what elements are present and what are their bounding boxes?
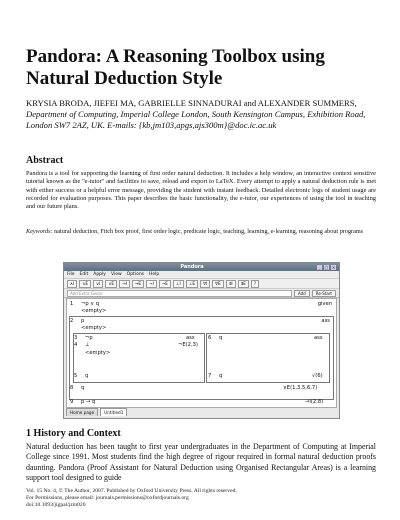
line-number: 3	[74, 335, 78, 341]
proof-formula[interactable]: q	[81, 385, 85, 391]
footer-line-2: For Permissions, please email: journals.permissions@oxfordjournals.org	[26, 495, 189, 502]
rule-button-imp-elim[interactable]: →E	[132, 280, 144, 288]
keywords-label: Keywords:	[26, 228, 53, 235]
keywords-block	[26, 228, 376, 236]
section-heading: 1 History and Context	[26, 428, 121, 439]
proof-formula[interactable]: ¬p	[85, 335, 93, 341]
proof-formula[interactable]: q	[85, 373, 89, 379]
proof-area	[66, 298, 337, 408]
window-controls	[317, 265, 336, 270]
line-number: 6	[208, 335, 212, 341]
abstract-text: Pandora is a tool for supporting the learning of first order natural deduction. It includes a help window, an interactive context sensitive tutorial known as the "e-tutor" and facilities to save, reload and export to LaTeX. Every attempt to apply a natural deduction rule is met with either success or a helpful error message, providing the student with instant feedback. Detailed electronic logs of student usage are recorded for evaluation purposes. This paper describes the basic functionality, the e-tutor, our experiences of using the tool in teaching and our future plans.	[26, 170, 376, 211]
section-text: Natural deduction has been taught to first year undergraduates in the Department of Computing at Imperial College since 1991. Most students find the high degree of rigour required in formal natural deduction proofs daunting. Pandora (Proof Assistant for Natural Deduction using Organised Rectangular Areas) is a learning support tool designed to guide	[26, 442, 376, 482]
window-titlebar	[64, 263, 339, 271]
authors-names: KRYSIA BRODA, JIEFEI MA, GABRIELLE SINNADURAI and ALEXANDER SUMMERS,	[26, 98, 357, 108]
line-number: 4	[74, 342, 78, 348]
footer-line-1: Vol. 15 No. 4, © The Author, 2007. Published by Oxford University Press. All rights reserved.	[26, 488, 237, 494]
proof-tabs	[66, 408, 127, 416]
empty-slot[interactable]: <empty>	[85, 350, 111, 356]
close-icon[interactable]: ×	[331, 264, 336, 270]
proof-formula[interactable]: ¬p ∨ q	[81, 301, 100, 307]
proof-justification: given	[317, 301, 332, 307]
proof-formula[interactable]: p	[81, 318, 85, 324]
proof-justification: √(6)	[312, 373, 323, 379]
proof-justification: →I(2,8)	[305, 399, 324, 405]
pandora-screenshot	[63, 262, 340, 419]
proof-justification: ass	[314, 335, 323, 341]
rule-button-not-elim[interactable]: ¬E	[159, 280, 171, 288]
help-button[interactable]: ?	[251, 280, 259, 288]
rule-button-bot-elim[interactable]: ⊥E	[186, 280, 198, 288]
authors-affiliation: Department of Computing, Imperial College London, South Kensington Campus, Exhibition Road, London SW7 2AZ, UK. E-mails: {kb,jm103,apgs,ajs300m}@doc.ic.ac.uk	[26, 109, 366, 130]
rule-button-exists-elim[interactable]: ∃E	[238, 280, 249, 288]
given-entry-bar	[64, 289, 339, 298]
rule-button-not-intro[interactable]: ¬I	[146, 280, 157, 288]
rule-button-and-elim[interactable]: ∧E	[79, 280, 91, 288]
proof-formula[interactable]: q	[219, 373, 223, 379]
rule-button-and-intro[interactable]: ∧I	[67, 280, 77, 288]
footer-line-3: doi:10.1093/jigpal/jzm020	[26, 502, 86, 509]
line-number: 9	[70, 399, 74, 405]
rule-button-forall-intro[interactable]: ∀I	[200, 280, 210, 288]
empty-slot[interactable]: <empty>	[81, 325, 107, 331]
keywords-text: natural deduction, Fitch box proof, first order logic, predicate logic, teaching, learning, e-learning, reasoning about programs	[52, 228, 364, 235]
rule-button-bot-intro[interactable]: ⊥I	[173, 280, 184, 288]
menu-apply[interactable]: Apply	[93, 272, 106, 277]
minimize-icon[interactable]: _	[318, 264, 321, 270]
rule-button-exists-intro[interactable]: ∃I	[226, 280, 236, 288]
proof-formula[interactable]: ⊥	[85, 342, 90, 348]
rule-button-or-intro[interactable]: ∨I	[93, 280, 103, 288]
tab-untitled1[interactable]: Untitled1	[100, 408, 127, 416]
abstract-heading: Abstract	[26, 155, 64, 166]
line-number: 2	[70, 318, 74, 324]
rule-button-or-elim[interactable]: ∨E	[105, 280, 117, 288]
line-number: 5	[74, 373, 78, 379]
footer-notes	[26, 488, 376, 509]
tab-home-page[interactable]: Home page	[66, 408, 98, 416]
proof-justification: ass	[321, 318, 330, 324]
menu-help[interactable]: Help	[149, 272, 160, 277]
restart-button[interactable]: Re-Start	[312, 290, 336, 297]
line-number: 8	[70, 385, 74, 391]
proof-justification: ¬E(2,3)	[178, 342, 198, 348]
rule-toolbar	[64, 279, 339, 289]
proof-formula[interactable]: p → q	[81, 399, 96, 405]
window-title: Pandora	[180, 264, 204, 270]
proof-formula[interactable]: q	[219, 335, 223, 341]
empty-slot[interactable]: <empty>	[81, 308, 107, 314]
add-button[interactable]: Add	[294, 290, 310, 297]
menu-view[interactable]: View	[110, 272, 122, 277]
menu-bar	[64, 271, 339, 279]
proof-justification: ∨E(1,3,5,6,7)	[283, 385, 318, 391]
rule-button-forall-elim[interactable]: ∀E	[212, 280, 224, 288]
paper-title: Pandora: A Reasoning Toolbox using Natural Deduction Style	[26, 46, 325, 89]
menu-edit[interactable]: Edit	[79, 272, 89, 277]
rule-button-imp-intro[interactable]: →I	[119, 280, 130, 288]
line-number: 1	[70, 301, 74, 307]
proof-justification: ass	[186, 335, 195, 341]
maximize-icon[interactable]: □	[324, 264, 329, 270]
menu-options[interactable]: Options	[126, 272, 145, 277]
menu-file[interactable]: File	[67, 272, 75, 277]
given-input[interactable]: Add Extra Given	[67, 290, 292, 297]
line-number: 7	[208, 373, 212, 379]
authors-block	[26, 98, 376, 131]
